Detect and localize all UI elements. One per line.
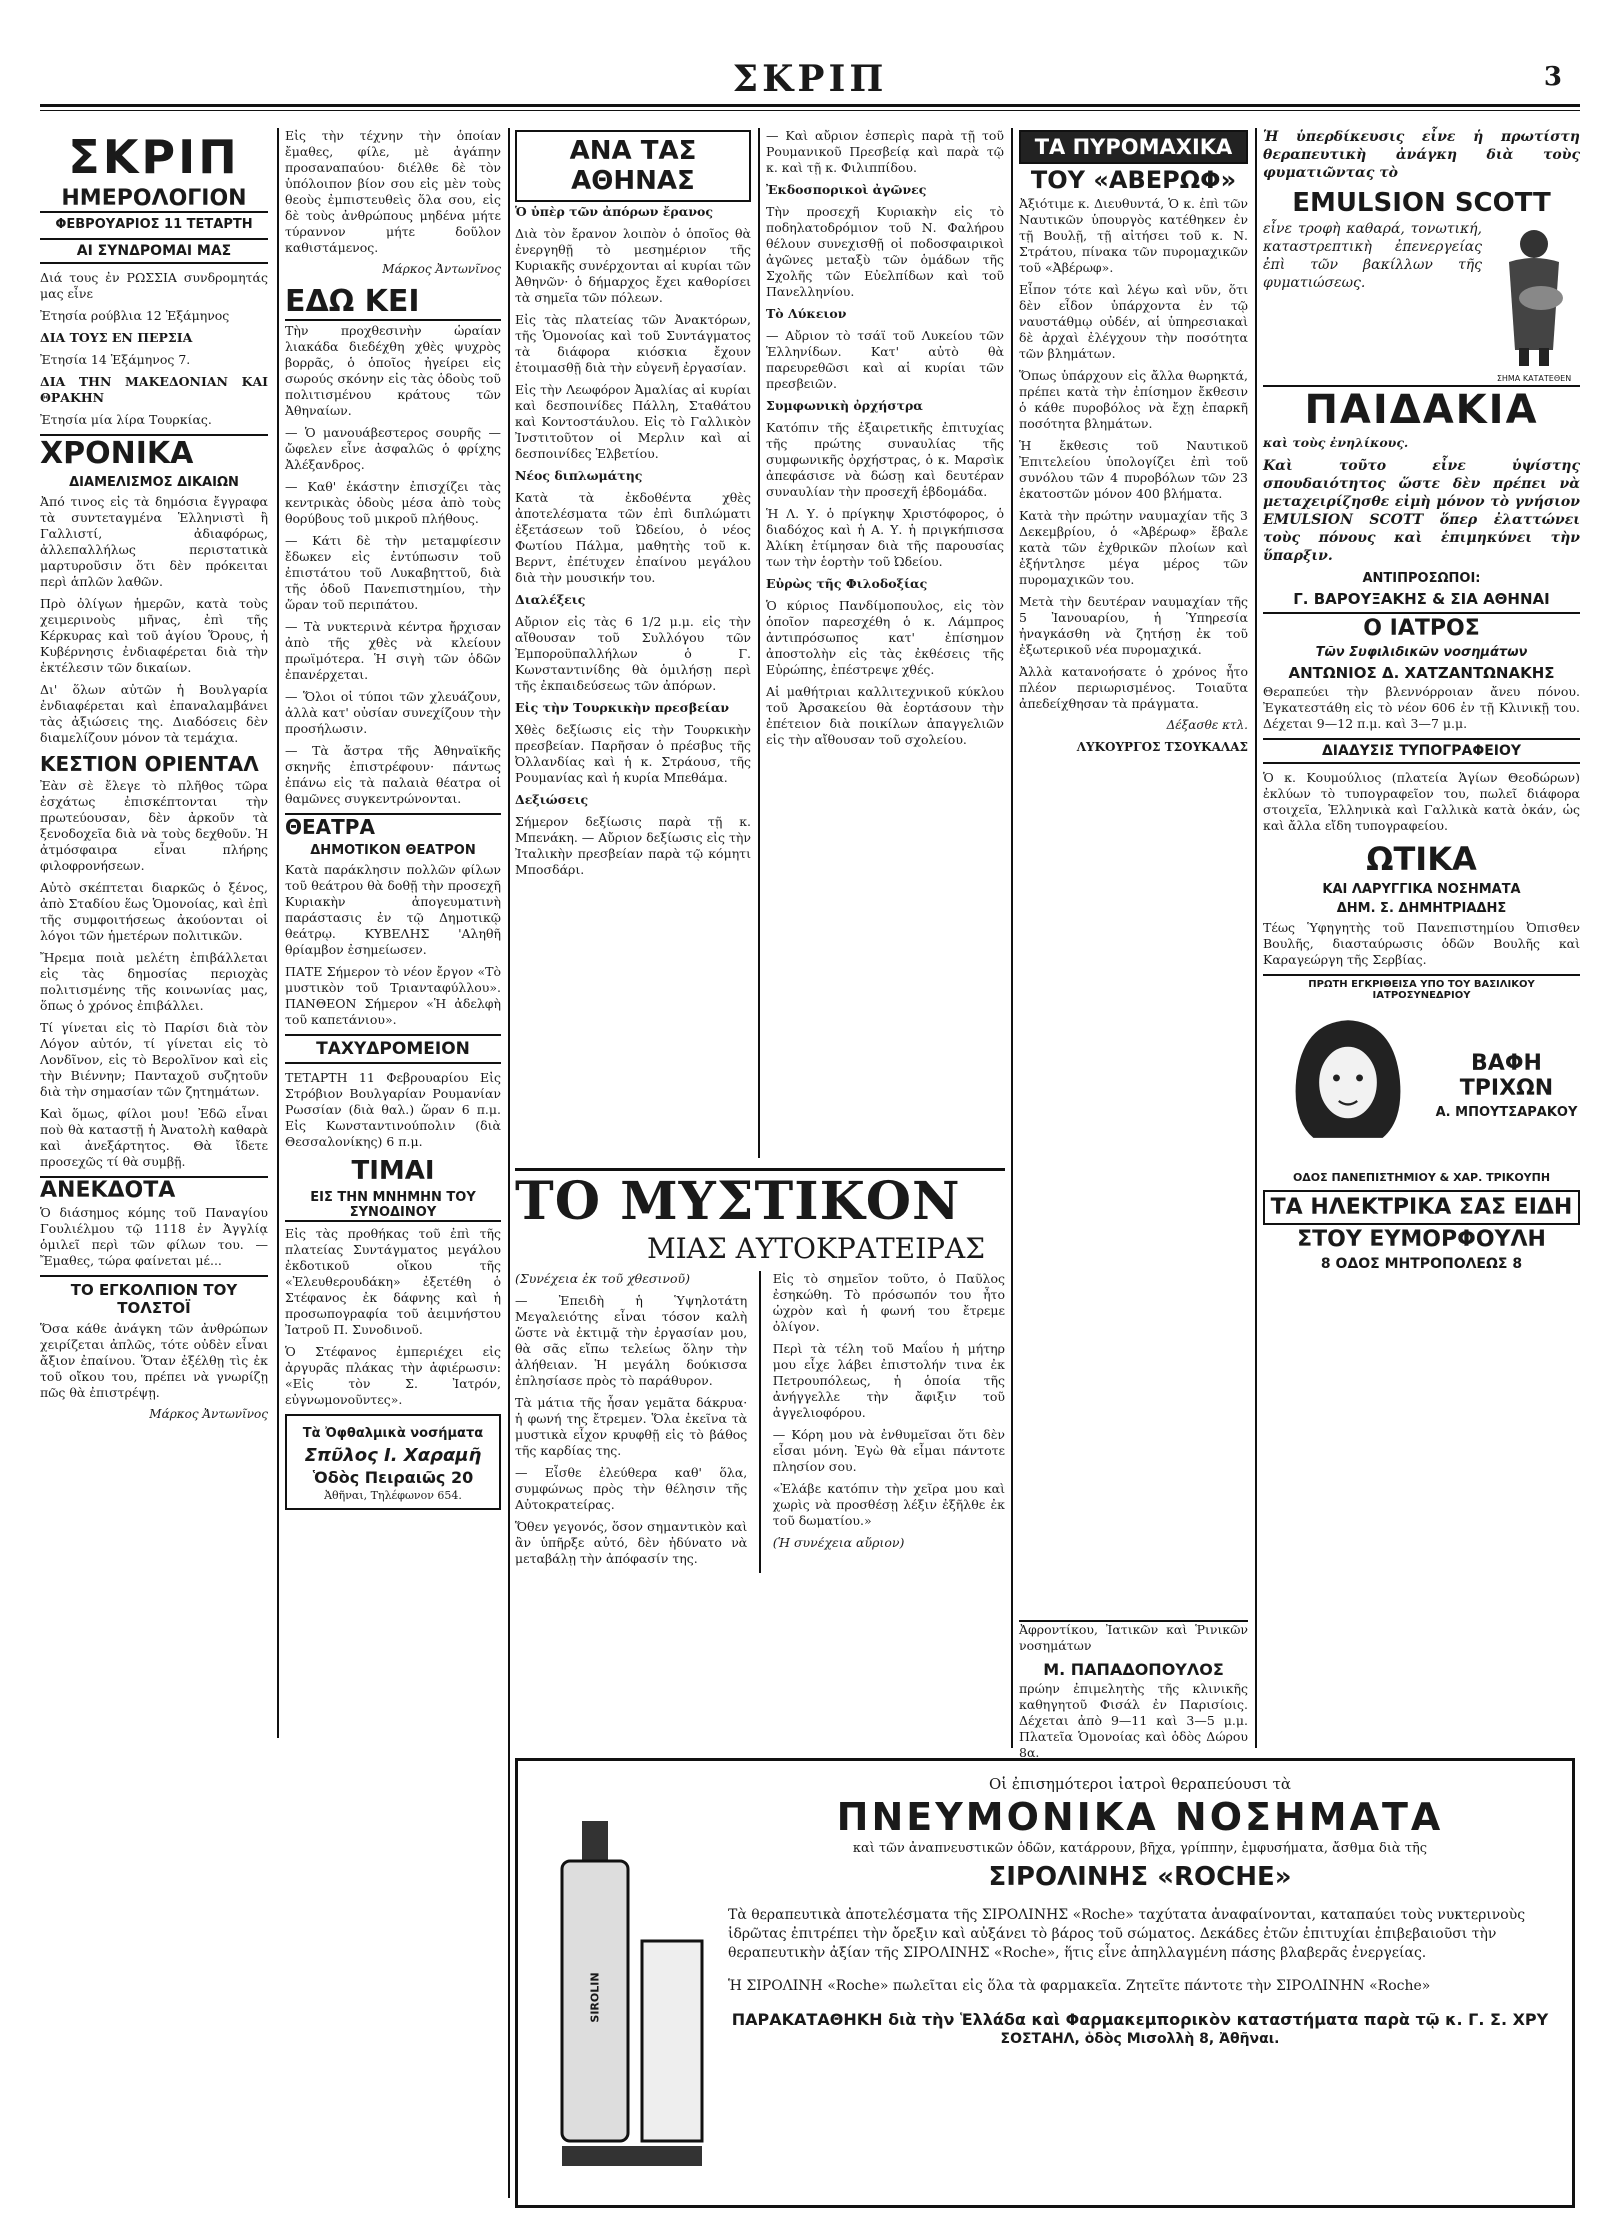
masthead-rule [40,104,1580,107]
section-lead: Ὁ ὑπὲρ τῶν ἀπόρων ἔρανος [515,204,713,219]
ad-text: Ἀφροντίκου, Ἰατικῶν καὶ Ῥινικῶν νοσημάτων [1019,1622,1248,1653]
article-paragraph: Ὅπως ὑπάρχουν εἰς ἄλλα θωρηκτά, πρέπει κατὰ τὴν ἐπίσημον ἔκθεσιν ὁ κάθε πυροβόλος νὰ ἔχῃ ἐπαρκῆ ποσότητα βλημάτων. [1019,368,1248,431]
article-paragraph: Αὔριον εἰς τὰς 6 1/2 μ.μ. εἰς τὴν αἴθουσαν τοῦ Συλλόγου τῶν Ἐμποροϋπαλλήλων ὁ Γ. Κωνσταντινίδης θὰ ὁμιλήσῃ περὶ τῆς ἐκπαιδεύσεως τῶν ἀπόρων. [515,614,751,693]
ad-text: Τέως Ὑφηγητὴς τοῦ Πανεπιστημίου Ὀπισθεν Βουλῆς, διασταύρωσις ὁδῶν Βουλῆς καὶ Καραγεώργη τῆς Σερβίας. [1263,920,1580,967]
section-lead: Δεξιώσεις [515,792,589,807]
ophthalmic-ad [285,1414,501,1510]
section-lead: Ἐκδοσπορικοὶ ἀγῶνες [766,182,927,197]
article-paragraph: Ἡ ἔκθεσις τοῦ Ναυτικοῦ Ἐπιτελείου ὑπολογίζει ἐπὶ τοῦ συνόλου τῶν 4 πυροβόλων τῶν 23 ἑκατοστῶν μόνον 400 βλήματα. [1019,438,1248,501]
article-paragraph: Ὅθεν γεγονός, ὅσον σημαντικὸν καὶ ἂν ὑπῆρξε αὐτό, δὲν ἠδύνατο νὰ μεταβάλῃ τὴν ἀπόφασίν της. [515,1519,748,1566]
signature: Μάρκος Ἀντωνῖνος [149,1407,268,1421]
chronika-subheading: ΔΙΑΜΕΛΙΣΜΟΣ ΔΙΚΑΙΩΝ [69,475,239,490]
ad-text: Ὁ κ. Κουμούλιος (πλατεία Ἁγίων Θεοδώρων) ἐκλύων τὸ τυπογραφεῖον του, πωλεῖ διάφορα στοιχεῖα, Ἑλληνικὰ καὶ Γαλλικὰ κατὰ ὀκάν, ὡς καὶ ἄλλα εἴδη τυπογραφείου. [1263,770,1580,833]
doctor-subheading: Τῶν Συφιλιδικῶν νοσημάτων [1315,645,1528,660]
article-paragraph: Ὁ κύριος Πανδίμοπουλος, εἰς τὸν ὁποῖον παρεσχέθη ὁ κ. Λάμπρος ἀντιπρόσωπος κατ' ἐπίσημον ἀποστολὴν εἰς τὰς ἐκθέσεις τῆς Εὐρώπης, ἐπέστρεψε χθές. [766,598,1004,677]
sirolin-bottle-illustration [542,1801,712,2191]
article-paragraph: Ἡ Λ. Υ. ὁ πρίγκηψ Χριστόφορος, ὁ διαδόχος καὶ ἡ Α. Υ. ἡ πριγκήπισσα Ἀλίκη ἐτίμησαν διὰ τῆς παρουσίας των τὴν ἑορτὴν τοῦ Ὠδείου. [766,506,1004,569]
theatra-heading: ΘΕΑΤΡΑ [285,813,501,839]
article-paragraph: Τὴν προχθεσινὴν ὡραίαν λιακάδα διεδέχθη χθὲς ψυχρὸς βορρᾶς, ὁ ὁποῖος ἠγείρει εἰς σωρούς σκόνην εἰς τὰς ὁδοὺς τοῦ πολιτισμένου κράτους τῶν Ἀθηναίων. [285,323,501,418]
section-lead: Διαλέξεις [515,592,586,607]
timai-heading: ΤΙΜΑΙ [351,1156,435,1186]
article-paragraph: Εἰς τὰς προθήκας τοῦ ἐπὶ τῆς πλατείας Συντάγματος μεγάλου ἐκδοτικοῦ οἴκου τῆς «Ἐλευθερουδάκη» ἐξετέθη ὁ Στέφανος ἐκ δάφνης καὶ ἡ προσωπογραφία τοῦ ἀειμνήστου Ἰατροῦ Π. Συνοδινοῦ. [285,1226,501,1337]
article-paragraph: ΤΕΤΑΡΤΗ 11 Φεβρουαρίου Εἰς Στρόβιον Βουλγαρίαν Ρουμανίαν Ρωσσίαν (διὰ θαλ.) ὥραν 6 π.μ. Εἰς Κωνσταντινούπολιν (διὰ Θεσσαλονίκης) 6 π.μ. [285,1070,501,1149]
agents-heading: ΑΝΤΙΠΡΟΣΩΠΟΙ: [1362,571,1481,586]
article-paragraph: Ὁ Στέφανος ἐμπεριέχει εἰς ἀργυρᾶς πλάκας τὴν ἀφιέρωσιν: «Εἰς τὸν Σ. Ἰατρόν, εὐγνωμονοῦντες». [285,1344,501,1407]
article-paragraph: Εἰς τὰς πλατείας τῶν Ἀνακτόρων, τῆς Ὁμονοίας καὶ τοῦ Συντάγματος τὰ διάφορα κιόσκια ἔχουν ἑτοιμασθῇ διὰ τὴν εὐγενῆ ἐργασίαν. [515,312,751,375]
serial-column-right [773,1271,1005,1573]
article-paragraph: Χθὲς δεξίωσις εἰς τὴν Τουρκικὴν πρεσβείαν. Παρῆσαν ὁ πρέσβυς τῆς Ὀλλανδίας καὶ ἡ κ. Στράουσ, τῆς Ρουμανίας καὶ ἡ κυρία Μπεθάμα. [515,722,751,785]
article-paragraph: Κατὰ τὰ ἐκδοθέντα χθὲς ἀποτελέσματα τῶν ἐπὶ διπλώματι ἐξετάσεων τοῦ Ὠδείου, ὁ νέος Φωτίου Πάλμα, μαθητὴς τοῦ κ. Βερντ, ἐπέτυχεν ἐπαίνου μεγάλου διὰ τὴν μουσικήν του. [515,490,751,585]
taxydromeion-heading: ΤΑΧΥΔΡΟΜΕΙΟΝ [285,1034,501,1064]
calendar-title: ΣΚΡΙΠ [68,130,240,184]
sirolin-bottles [542,1801,712,2191]
serial-end: (Ἡ συνέχεια αὔριον) [772,1535,905,1550]
article-paragraph: — Ὁ μανουάβεστερος σουρῆς — ὤφελεν εἶνε ἀσφαλῶς ὁ φρίχης Ἀλέξανδρος. [285,425,501,472]
subscriptions-text: Διά τους ἐν ΡΩΣΣΙΑ συνδρομητάς μας εἶνε [40,270,268,301]
article-paragraph: Διὰ τὸν ἔρανον λοιπὸν ὁ ὁποῖος θὰ ἐνεργηθῇ τὸ μεσημέριον τῆς Κυριακῆς συνέρχονται αἱ κυρίαι τῶν Ἀθηνῶν· ὁ δήμαρχος ἔχει καθορίσει τὰ σημεῖα τῶν πόλεων. [515,226,751,305]
paidakia-text: Καὶ τοῦτο εἶνε ὑψίστης σπουδαιότητος ὥστε δὲν πρέπει νὰ μεταχειρίζησθε εἰμὴ μόνον τὸ γνήσιον EMULSION SCOTT ὅπερ ἐλαττώνει τοὺς πόνους καὶ ἐπιμηκύνει τὴν ὕπαρξιν. [1263,458,1580,564]
averof-heading-2: ΤΟΥ «ΑΒΕΡΩΦ» [1030,166,1237,194]
banner-subline: καὶ τῶν ἀναπνευστικῶν ὁδῶν, κατάρρουν, βῆχα, γρίππην, ἐμφυσήματα, ἄσθμα διὰ τῆς [852,1841,1428,1856]
sirolin-banner-ad [515,1758,1575,2208]
article-paragraph: — Καὶ αὔριον ἑσπερὶς παρὰ τῇ τοῦ Ρουμανικοῦ Πρεσβείᾳ καὶ παρὰ τῷ κ. καὶ τῇ κ. Φιλιππίδου. [766,128,1004,175]
column-ana-tas-athinas [515,128,751,1158]
electric-goods-shop: ΣΤΟΥ ΕΥΜΟΡΦΟΥΛΗ [1297,1227,1546,1252]
article-paragraph: — Εἶσθε ἐλεύθερα καθ' ὅλα, συμφώνως πρὸς τὴν θέλησιν τῆς Αὐτοκρατείρας. [515,1465,748,1512]
article-paragraph: Εἰς τὴν τέχνην τὴν ὁποίαν ἔμαθες, φίλε, μὲ ἀγάπην προσαναπαύου· διέλθε δὲ τὸν ὑπόλοιπον βίον σου εἰς μὲν τοὺς θεοὺς ἐμπιστευθεὶς ὅλα σου, εἰς δὲ τοὺς ἀνθρώπους μηδένα μήτε τύραννον μήτε δοῦλον καθιστάμενος. [285,128,501,255]
article-paragraph: Ὅσα κάθε ἀνάγκη τῶν ἀνθρώπων χειρίζεται ἀπλῶς, τότε οὐδὲν εἶναι ἄξιον ἐπαίνου. Ὅταν ἐξέλθῃ τὶς ἐκ τοῦ οἴκου του, πρέπει νὰ γνωρίζῃ πῶς θὰ ἐπιστρέψῃ. [40,1321,268,1400]
orient-heading: ΚΕΣΤΙΟΝ ΟΡΙΕΝΤΑΛ [40,752,259,776]
serial-column-left [515,1271,747,1573]
subscriptions-text: ΔΙΑ ΤΗΝ ΜΑΚΕΔΟΝΙΑΝ ΚΑΙ ΘΡΑΚΗΝ [40,374,268,405]
averof-heading: ΤΑ ΠΥΡΟΜΑΧΙΚΑ [1019,130,1248,164]
article-paragraph: Κατόπιν τῆς ἐξαιρετικῆς ἐπιτυχίας τῆς πρώτης συναυλίας τῆς συμφωνικῆς ὀρχήστρας, ὁ κ. Μαρσὶκ ἀπεφάσισε νὰ δώσῃ καὶ δευτέραν συναυλίαν τὴν προσεχῆ ἑβδομάδα. [766,420,1004,499]
article-paragraph: — Αὔριον τὸ τσάϊ τοῦ Λυκείου τῶν Ἑλληνίδων. Κατ' αὐτὸ θὰ παρευρεθῶσι καὶ αἱ κυρίαι τῶν πρεσβειῶν. [766,328,1004,391]
agents-name: Γ. ΒΑΡΟΥΞΑΚΗΣ & ΣΙΑ ΑΘΗΝΑΙ [1263,590,1580,614]
paidakia-sub: καὶ τοὺς ἐνηλίκους. [1263,435,1409,450]
newspaper-title: ΣΚΡΙΠ [732,58,888,100]
subscriptions-text: Ἐτησία μία λίρα Τουρκίας. [40,412,212,427]
hair-dye-address: ΟΔΟΣ ΠΑΝΕΠΙΣΤΗΜΙΟΥ & ΧΑΡ. ΤΡΙΚΟΥΠΗ [1292,1171,1551,1184]
subscriptions-text: ΔΙΑ ΤΟΥΣ ΕΝ ΠΕΡΣΙΑ [40,330,193,345]
ad-phone: Ἀθῆναι, Τηλέφωνον 654. [324,1489,462,1502]
signature: Δέξασθε κτλ. [1166,718,1248,732]
ad-title: Τὰ Ὀφθαλμικὰ νοσήματα [302,1426,484,1441]
article-paragraph: — Ἐπειδὴ ἡ Ὑψηλοτάτη Μεγαλειότης εἶναι τόσον καλὴ ὥστε νὰ ἐκτιμᾷ τὴν ἐργασίαν μου, θὰ σᾶς εἴπω τελείως ὅλην τὴν ἀλήθειαν. Ἡ μεγάλη δούκισσα ἐπλησίασε πρὸς τὸ παράθυρον. [515,1293,748,1388]
timai-subheading: ΕΙΣ ΤΗΝ ΜΝΗΜΗΝ ΤΟΥ ΣΥΝΟΔΙΝΟΥ [285,1190,501,1222]
section-lead: Νέος διπλωμάτης [515,468,643,483]
theatra-subheading: ΔΗΜΟΤΙΚΟΝ ΘΕΑΤΡΟΝ [310,843,476,858]
article-paragraph: Καὶ ὅμως, φίλοι μου! Ἐδῶ εἶναι ποὺ θὰ καταστῇ ἡ Ἀνατολὴ καθαρὰ καὶ ἀνεξάρτητος. Θὰ ἴδετε προσεχῶς τί θὰ συμβῇ. [40,1106,268,1169]
banner-paragraph: Ἡ ΣΙΡΟΛΙΝΗ «Roche» πωλεῖται εἰς ὅλα τὰ φαρμακεῖα. Ζητεῖτε πάντοτε τὴν ΣΙΡΟΛΙΝΗΝ «Roche» [728,1978,1431,1994]
article-paragraph: Ἀπό τινος εἰς τὰ δημόσια ἔγγραφα τὰ συντεταγμένα Ἑλληνιστὶ ἢ Γαλλιστί, ἀδιαφόρως, ἀλλεπαλλήλως περιστατικὰ μαρτυροῦσιν ὅτι δὲν πρόκειται περὶ ἁπλῶν λαθῶν. [40,494,268,589]
column-calendar [40,128,268,2208]
article-paragraph: — Τὰ νυκτερινὰ κέντρα ἤρχισαν ἀπὸ τῆς χθὲς νὰ κλείουν πρωϊμότερα. Ἡ σιγὴ τῶν ὁδῶν ἐπανέρχεται. [285,619,501,682]
chronika-heading: ΧΡΟΝΙΚΑ [40,434,268,471]
article-paragraph: Κατὰ τὴν πρώτην ναυμαχίαν τῆς 3 Δεκεμβρίου, ὁ «Ἀβέρωφ» ἔβαλε κατὰ τῶν ἐχθρικῶν πλοίων καὶ ἐξήντλησε μέγα μέρος τῶν πυρομαχικῶν του. [1019,508,1248,587]
banner-paragraph: Τὰ θεραπευτικὰ ἀποτελέσματα τῆς ΣΙΡΟΛΙΝΗΣ «Roche» ταχύτατα ἀναφαίνονται, καταπαύει τοὺς νυκτερινοὺς ἱδρῶτας ἐπιτρέπει τὴν ὄρεξιν καὶ αὐξάνει τὸ βάρος τοῦ σώματος. Δεκάδες ἐτῶν ἐπιτυχίαι ἐπιβεβαιοῦσι τὴν θεραπευτικὴν ἀξίαν τῆς ΣΙΡΟΛΙΝΗΣ «Roche», ἥτις εἶνε ἀπηλλαγμένη πάσης βλαβερᾶς ἐνεργείας. [728,1907,1526,1961]
article-paragraph: Ἤρεμα ποιὰ μελέτη ἐπιβάλλεται εἰς τὰς δημοσίας περιοχὰς πολιτισμένης τῆς κοινωνίας μας, ὅπως ὁ χρόνος ἐπιβάλλει. [40,950,268,1013]
typography-heading: ΔΙΑΔΥΣΙΣ ΤΥΠΟΓΡΑΦΕΙΟΥ [1263,738,1580,764]
fisherman-illustration [1489,220,1579,370]
ad-address: Ὁδὸς Πειραιῶς 20 [312,1468,474,1487]
trademark-note: ΣΗΜΑ ΚΑΤΑΤΕΘΕΝ [1496,374,1572,383]
electric-goods-heading: ΤΑ ΗΛΕΚΤΡΙΚΑ ΣΑΣ ΕΙΔΗ [1263,1190,1580,1225]
article-paragraph: Τί γίνεται εἰς τὸ Παρίσι διὰ τὸν Λόγον αὐτόν, τί γίνεται εἰς τὸ Λονδῖνον, εἰς τὸ Βερολῖνον καὶ εἰς τὴν Βιέννην; Πανταχοῦ συζητοῦν διὰ τὴν σημασίαν τῶν ζητημάτων. [40,1020,268,1099]
article-paragraph: Κατὰ παράκλησιν πολλῶν φίλων τοῦ θεάτρου θὰ δοθῇ τὴν προσεχῆ Κυριακὴν ἀπογευματινὴ παράστασις ἐν τῷ Δημοτικῷ θεάτρῳ. ΚΥΒΕΛΗΣ 'Αληθῆ θρίαμβον ἐσημείωσεν. [285,862,501,957]
article-paragraph: — Καθ' ἑκάστην ἐπισχίζει τὰς κεντρικὰς ὁδοὺς μέσα ἀπὸ τοὺς θορύβους τοῦ μικροῦ πλήθους. [285,479,501,526]
serial-divider [759,1271,761,1573]
papadopoulos-ad [1019,1620,1248,1760]
serial-title: ΤΟ ΜΥΣΤΙΚΟΝ [515,1171,961,1232]
subscriptions-text: Ἐτησία ρούβλια 12 Ἑξάμηνος [40,308,230,323]
article-paragraph: Μετὰ τὴν δευτέραν ναυμαχίαν τῆς 5 Ἰανουαρίου, ἡ Ὑπηρεσία ἠναγκάσθη νὰ ζητήσῃ ἐκ τοῦ ἐξωτερικοῦ νέα πυρομαχικά. [1019,594,1248,657]
ad-doctor-name: Μ. ΠΑΠΑΔΟΠΟΥΛΟΣ [1043,1660,1224,1679]
column-news [766,128,1004,1158]
article-paragraph: — Ὅλοι οἱ τύποι τῶν χλευάζουν, ἀλλὰ κατ' οὐσίαν συνεχίζουν τὴν προσήλωσιν. [285,689,501,736]
column-ads [1263,128,1580,1748]
edo-kei-heading: ΕΔΩ ΚΕΙ [285,284,501,321]
otika-subheading: ΚΑΙ ΛΑΡΥΓΓΙΚΑ ΝΟΣΗΜΑΤΑ [1322,882,1521,897]
doctor-heading: Ο ΙΑΤΡΟΣ [1363,616,1480,641]
ad-doctor-name: Σπῦλος Ι. Χαραμῆ [304,1445,482,1466]
serial-continuation: (Συνέχεια ἐκ τοῦ χθεσινοῦ) [515,1271,690,1286]
column-rule [758,128,760,1158]
subscriptions-heading: ΑΙ ΣΥΝΔΡΟΜΑΙ ΜΑΣ [40,238,268,264]
hair-dye-maker: Α. ΜΠΟΥΤΣΑΡΑΚΟΥ [1435,1104,1578,1120]
section-lead: Συμφωνικὴ ὀρχήστρα [766,398,923,413]
column-rule [1255,128,1257,1748]
article-paragraph: — Κάτι δὲ τὴν μεταμφίεσιν ἔδωκεν εἰς ἐντύπωσιν τοῦ ἐπιστάτου τοῦ Λυκαβηττοῦ, διὰ τῆς ὁδοῦ Πανεπιστημίου, τὴν ὥραν τοῦ περιπάτου. [285,533,501,612]
paidakia-heading: ΠΑΙΔΑΚΙΑ [1263,385,1580,433]
scott-description: εἶνε τροφὴ καθαρά, τονωτική, καταστρεπτικὴ ἐπενεργείας ἐπὶ τῶν βακίλλων τῆς φυματιώσεως. [1263,221,1482,291]
column-rule [1011,128,1013,1748]
scott-intro: Ἡ ὑπερδίκευσις εἶνε ἡ πρωτίστη θεραπευτικὴ ἀνάγκη διὰ τοὺς φυματιῶντας τὸ [1263,129,1580,181]
hair-dye-approval: ΠΡΩΤΗ ΕΓΚΡΙΘΕΙΣΑ ΥΠΟ ΤΟΥ ΒΑΣΙΛΙΚΟΥ ΙΑΤΡΟΣΥΝΕΔΡΙΟΥ [1263,974,1580,1001]
serial-subtitle: ΜΙΑΣ ΑΥΤΟΚΡΑΤΕΙΡΑΣ [647,1232,985,1265]
article-paragraph: Εἰς τὴν Λεωφόρον Ἀμαλίας αἱ κυρίαι καὶ δεσποινίδες Πάλλη, Σταθάτου καὶ Κοντοστάυλου. Εἰς τὸ Γαλλικὸν Ἰνστιτοῦτον οἱ Μερλιν καὶ αἱ δεσποινίδες Ἑλβετίου. [515,382,751,461]
article-paragraph: Ἀλλὰ κατανοήσατε ὁ χρόνος ἦτο πλέον περιωρισμένος. Τοιαῦτα ἀπεδείχθησαν τὰ πράγματα. [1019,664,1248,711]
scott-brand: EMULSION SCOTT [1292,188,1551,218]
article-paragraph: Εἶπον τότε καὶ λέγω καὶ νῦν, ὅτι δὲν εἶδον ὑπάρχοντα ἐν τῷ ναυστάθμῳ οὐδέν, αἱ ὑπηρεσιακαὶ δὲ ἀρχαὶ ἐλέγχουν τὴν ποσότητα τῶν βλημάτων. [1019,282,1248,361]
article-paragraph: Τὰ μάτια τῆς ἦσαν γεμᾶτα δάκρυα· ἡ φωνή της ἔτρεμεν. Ὅλα ἐκεῖνα τὰ μυστικὰ εἶχον κρυφθῇ εἰς τὸ βάθος τῆς καρδίας της. [515,1395,748,1458]
calendar-subtitle: ΗΜΕΡΟΛΟΓΙΟΝ [40,186,268,213]
article-paragraph: Ὁ διάσημος κόμης τοῦ Παναγίου Γουλιέλμου τῷ 1118 ἐν Ἀγγλίᾳ ὁμιλεῖ περὶ τῶν φίλων του. — Ἔμαθες, τώρα φαίνεται μέ... [40,1205,268,1268]
column-edo-kei [285,128,501,2208]
section-lead: Εὐρὼς τῆς Φιλοδοξίας [766,576,928,591]
woman-portrait-illustration [1263,1011,1433,1161]
article-paragraph: Περὶ τὰ τέλη τοῦ Μαΐου ἡ μήτηρ μου εἶχε λάβει ἐπιστολήν τινα ἐκ Πετρουπόλεως, ἡ ὁποία τῆς ἀνήγγελλε τὴν ἄφιξιν τοῦ ἀγγελιοφόρου. [772,1341,1005,1420]
athens-heading: ΑΝΑ ΤΑΣ ΑΘΗΝΑΣ [515,130,751,202]
article-paragraph: «Ἐλάβε κατόπιν τὴν χεῖρα μου καὶ χωρὶς νὰ προσθέσῃ λέξιν ἐξῆλθε ἐκ τοῦ δωματίου.» [772,1481,1005,1528]
banner-intro: Οἱ ἐπισημότεροι ἰατροὶ θεραπεύουσι τὰ [988,1775,1292,1793]
ad-text: Θεραπεύει τὴν βλεννόρροιαν ἄνευ πόνου. Ἐγκατεστάθη εἰς τὸ νέον 606 ἐν τῇ Κλινικῇ του. Δέχεται 9—12 π.μ. καὶ 3—7 μ.μ. [1263,684,1580,731]
article-paragraph: ΠΑΤΕ Σήμερον τὸ νέον ἔργον «Τὸ μυστικὸν τοῦ Τριανταφύλλου». ΠΑΝΘΕΟΝ Σήμερον «Ἡ ἀδελφὴ τοῦ καπετάνιου». [285,964,501,1027]
page-number: 3 [1543,62,1562,92]
bottle-label: SIROLIN [588,1972,602,2023]
article-paragraph: Αἱ μαθήτριαι καλλιτεχνικοῦ κύκλου τοῦ Ἀρσακείου θὰ ἑορτάσουν τὴν ἐπέτειον διὰ ποικίλων ἀπαγγελιῶν εἰς τὴν αἴθουσαν τοῦ σχολείου. [766,684,1004,747]
banner-title: ΠΝΕΥΜΟΝΙΚΑ ΝΟΣΗΜΑΤΑ [836,1795,1444,1839]
article-paragraph: Τὴν προσεχῆ Κυριακὴν εἰς τὸ ποδηλατοδρόμιον τοῦ Ν. Φαλήρου θέλουν συνεχισθῇ οἱ ποδοσφαιρικοὶ ἀγῶνες μεταξὺ τῶν ὁμάδων τῆς Σχολῆς τῶν Εὐελπίδων καὶ τοῦ Πανελληνίου. [766,204,1004,299]
hair-dye-title: ΒΑΦΗ ΤΡΙΧΩΝ [1459,1050,1554,1101]
sirolin-text [728,1775,1552,2049]
article-paragraph: Σήμερον δεξίωσις παρὰ τῇ κ. Μπενάκη. — Αὔριον δεξίωσις εἰς τὴν Ἰταλικὴν πρεσβείαν παρὰ τῷ κόμητι Μποσδάρι. [515,814,751,877]
otika-doctor: ΔΗΜ. Σ. ΔΗΜΗΤΡΙΑΔΗΣ [1336,901,1507,916]
banner-address: ΣΟΣΤΑΗΛ, ὁδὸς Μισολλὴ 8, Ἀθῆναι. [1000,2031,1280,2047]
ad-text: πρώην ἐπιμελητὴς τῆς κλινικῆς καθηγητοῦ Φισάλ ἐν Παρισίοις. Δέχεται ἀπὸ 9—11 καὶ 3—5 μ.μ. Πλατεῖα Ὁμονοίας καὶ ὁδὸς Δώρου 8α. [1019,1681,1248,1760]
anekdota-heading: ΑΝΕΚΔΟΤΑ [40,1176,268,1203]
signature: ΛΥΚΟΥΡΓΟΣ ΤΣΟΥΚΑΛΑΣ [1076,740,1248,754]
doctor-name: ΑΝΤΩΝΙΟΣ Δ. ΧΑΤΖΑΝΤΩΝΑΚΗΣ [1288,664,1555,682]
column-rule [508,128,510,2198]
column-rule [277,128,279,1738]
serial-story [515,1168,1005,1751]
article-paragraph: Δι' ὅλων αὐτῶν ἡ Βουλγαρία ἐνδιαφέρεται καὶ ἐπαναλαμβάνει τὰς ἀξιώσεις της. Διαδόσεις δὲν διαμελίζουν μόνον τὰ τεμάχια. [40,682,268,745]
section-lead: Εἰς τὴν Τουρκικὴν πρεσβείαν [515,700,730,715]
article-paragraph: — Κόρη μου νὰ ἐνθυμεῖσαι ὅτι δὲν εἶσαι μόνη. Ἐγὼ θὰ εἶμαι πάντοτε πλησίον σου. [772,1427,1005,1474]
article-paragraph: — Τὰ ἄστρα τῆς Ἀθηναϊκῆς σκηνῆς ἐπιστρέφουν· πάντως ἐπάνω εἰς τὰ παλαιὰ θέατρα οἱ θαμῶνες συγκεντρώνονται. [285,743,501,806]
article-paragraph: Εἰς τὸ σημεῖον τοῦτο, ὁ Παῦλος ἐσηκώθη. Τὸ πρόσωπόν του ἦτο ὠχρὸν καὶ ἡ φωνή του ἔτρεμε ὀλίγον. [772,1271,1005,1334]
section-lead: Τὸ Λύκειον [766,306,847,321]
signature: Μάρκος Ἀντωνῖνος [382,262,501,276]
otika-heading: ΩΤΙΚΑ [1366,840,1477,878]
subscriptions-text: Ἐτησία 14 Ἑξάμηνος 7. [40,352,191,367]
tolstoi-heading: ΤΟ ΕΓΚΟΛΠΙΟΝ ΤΟΥ ΤΟΛΣΤΟΪ [40,1275,268,1317]
banner-product: ΣΙΡΟΛΙΝΗΣ «ROCHE» [988,1862,1292,1892]
masthead [40,58,1580,118]
column-averof [1019,128,1248,1608]
article-paragraph: Αὐτὸ σκέπτεται διαρκῶς ὁ ξένος, ἀπὸ Σταδίου ἕως Ὁμονοίας, καὶ ἐπὶ τῆς συμφοιτήσεως ἀκούονται οἱ λόγοι τῶν ἡμετέρων πολιτικῶν. [40,880,268,943]
article-paragraph: Πρὸ ὀλίγων ἡμερῶν, κατὰ τοὺς χειμερινοὺς μῆνας, ἐπὶ τῆς Κέρκυρας καὶ τοῦ ἁγίου Ὅρους, ἡ Κυβέρνησις ἐνδιαφέρεται διὰ τὴν ἐκτέλεσιν τῶν δικαίων. [40,596,268,675]
article-paragraph: Ἐὰν σὲ ἔλεγε τὸ πλῆθος τῶρα ἐσχάτως ἐπισκέπτονται τὴν πρωτεύουσαν, δὲν ἀρκοῦν τὰ ξενοδοχεῖα διὰ νὰ τοὺς δεχθοῦν. Ἡ ἀτμόσφαιρα εἶναι πλήρης φιλοφρονήσεων. [40,778,268,873]
article-paragraph: Ἀξιότιμε κ. Διευθυντά, Ὁ κ. ἐπὶ τῶν Ναυτικῶν ὑπουργὸς κατέθηκεν ἐν τῇ Βουλῇ, τῇ αἰτήσει τοῦ κ. Ν. Στράτου, πίνακα τῶν πυρομαχικῶν τοῦ «Ἀβέρωφ». [1019,196,1248,275]
electric-goods-address: 8 ΟΔΟΣ ΜΗΤΡΟΠΟΛΕΩΣ 8 [1320,1256,1523,1272]
banner-deposit: ΠΑΡΑΚΑΤΑΘΗΚΗ διὰ τὴν Ἑλλάδα καὶ Φαρμακεμπορικὸν καταστήματα παρὰ τῷ κ. Γ. Σ. ΧΡΥ [731,2010,1549,2029]
date-line: ΦΕΒΡΟΥΑΡΙΟΣ 11 ΤΕΤΑΡΤΗ [55,217,253,232]
masthead-rule-thin [40,110,1580,111]
